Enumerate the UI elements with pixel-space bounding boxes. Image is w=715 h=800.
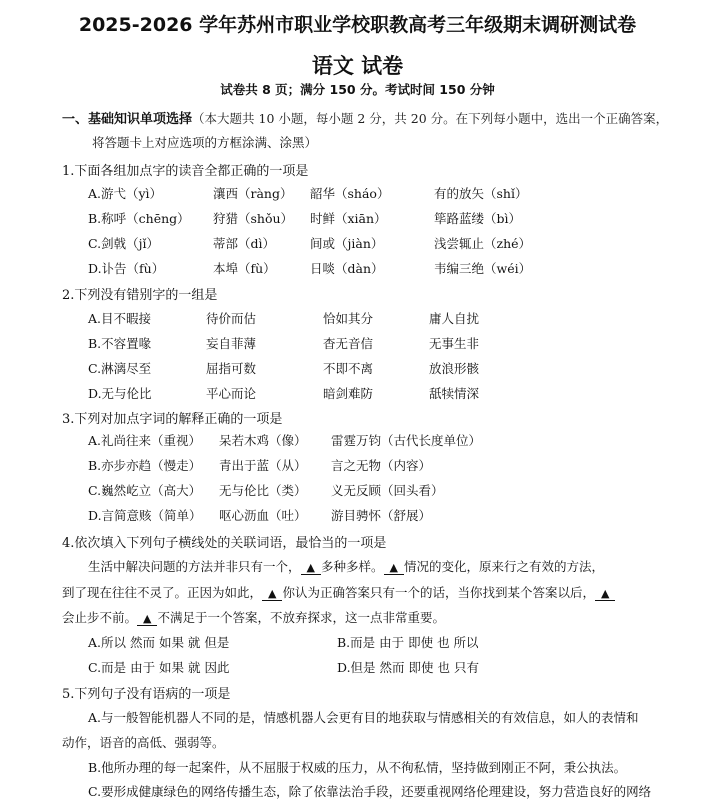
q2-c-2: 屈指可数 — [206, 361, 257, 376]
q3-d-2: 呕心沥血（吐） — [219, 508, 307, 523]
exam-info: 试卷共 8 页；满分 150 分。考试时间 150 分钟 — [220, 82, 495, 97]
q3-a-1: A.礼尚往来（重视） — [88, 433, 202, 448]
q1-d-1: D.讣告（fù） — [88, 261, 165, 276]
q1-b-2: 狩猎（shǒu） — [213, 211, 294, 226]
q1-a-1: A.游弋（yì） — [88, 186, 163, 201]
q5-stem: 5.下列句子没有语病的一项是 — [62, 687, 231, 702]
q2-c-4: 放浪形骸 — [429, 361, 480, 376]
q2-a-1: A.目不暇接 — [88, 311, 152, 326]
q2-b-3: 杳无音信 — [323, 336, 374, 351]
q2-b-2: 妄自菲薄 — [206, 336, 257, 351]
q3-a-2: 呆若木鸡（像） — [219, 433, 307, 448]
q4-passage-line3 — [62, 608, 445, 626]
q1-a-2: 瀼西（ràng） — [213, 186, 293, 201]
q3-b-2: 青出于蓝（从） — [219, 458, 307, 473]
blank-marker-1: ▲ — [301, 561, 321, 575]
q1-c-4: 浅尝辄止（zhé） — [434, 236, 532, 251]
q3-d-1: D.言简意赅（简单） — [88, 508, 202, 523]
q1-a-3: 韶华（sháo） — [310, 186, 390, 201]
blank-marker-3: ▲ — [262, 587, 282, 601]
q1-c-2: 蒂部（dì） — [213, 236, 275, 251]
blank-marker-5: ▲ — [137, 612, 157, 626]
section1-note1: （本大题共 10 小题，每小题 2 分，共 20 分。在下列每小题中，选出一个正确答案， — [192, 111, 669, 126]
q3-a-3: 雷霆万钧（古代长度单位） — [331, 433, 482, 448]
q2-b-1: B.不容置喙 — [88, 336, 152, 351]
q2-c-1: C.淋漓尽至 — [88, 361, 152, 376]
q2-stem: 2.下列没有错别字的一组是 — [62, 288, 218, 303]
q1-d-3: 日啖（dàn） — [310, 261, 384, 276]
q2-c-3: 不即不离 — [323, 361, 374, 376]
q3-d-3: 游目骋怀（舒展） — [331, 508, 432, 523]
q2-d-1: D.无与伦比 — [88, 386, 152, 401]
q4-p1c: 情况的变化，原来行之有效的方法， — [403, 559, 604, 574]
q3-b-1: B.亦步亦趋（慢走） — [88, 458, 202, 473]
q4-option-d: D.但是 然而 即使 也 只有 — [337, 660, 479, 675]
q3-stem: 3.下列对加点字词的解释正确的一项是 — [62, 412, 283, 427]
q5-option-b: B.他所办理的每一起案件，从不屈服于权威的压力，从不徇私情，坚持做到刚正不阿，秉公执法。 — [88, 760, 627, 775]
blank-marker-4: ▲ — [595, 587, 615, 601]
q2-d-4: 舐犊情深 — [429, 386, 480, 401]
q4-p2b: 你认为正确答案只有一个的话，当你找到某个答案以后， — [282, 585, 595, 600]
q3-c-2: 无与伦比（类） — [219, 483, 307, 498]
blank-marker-2: ▲ — [384, 561, 404, 575]
exam-subtitle: 语文 试卷 — [311, 54, 404, 78]
q1-a-4: 有的放矢（shǐ） — [434, 186, 528, 201]
q4-p3b: 不满足于一个答案，不放弃探求，这一点非常重要。 — [157, 610, 445, 625]
q4-option-b: B.而是 由于 即使 也 所以 — [337, 635, 479, 650]
q1-d-2: 本埠（fù） — [213, 261, 276, 276]
q5-option-c-line1: C.要形成健康绿色的网络传播生态，除了依靠法治手段，还要重视网络伦理建设，努力营造良好的网络 — [88, 784, 652, 799]
q4-p1a: 生活中解决问题的方法并非只有一个， — [88, 559, 301, 574]
section1-heading-line — [62, 108, 668, 127]
q1-d-4: 韦编三绝（wéi） — [434, 261, 532, 276]
exam-title: 2025-2026 学年苏州市职业学校职教高考三年级期末调研测试卷 — [78, 14, 637, 36]
q2-a-3: 恰如其分 — [323, 311, 374, 326]
q4-option-a: A.所以 然而 如果 就 但是 — [88, 635, 230, 650]
q5-option-a-line2: 动作，语音的高低、强弱等。 — [62, 735, 225, 750]
q2-d-3: 暗剑难防 — [323, 386, 374, 401]
q4-option-c: C.而是 由于 如果 就 因此 — [88, 660, 230, 675]
q4-p1b: 多种多样。 — [320, 559, 384, 574]
q2-a-4: 庸人自扰 — [429, 311, 480, 326]
q1-b-3: 时鲜（xiān） — [310, 211, 387, 226]
q3-c-3: 义无反顾（回头看） — [331, 483, 444, 498]
q1-c-1: C.剑戟（jǐ） — [88, 236, 159, 251]
q1-c-3: 间或（jiàn） — [310, 236, 384, 251]
q5-option-a-line1: A.与一般智能机器人不同的是，情感机器人会更有目的地获取与情感相关的有效信息，如人的表情和 — [88, 710, 639, 725]
q1-stem: 1.下面各组加点字的读音全都正确的一项是 — [62, 164, 309, 179]
q2-b-4: 无事生非 — [429, 336, 480, 351]
q3-b-3: 言之无物（内容） — [331, 458, 432, 473]
section1-note2: 将答题卡上对应选项的方框涂满、涂黑） — [92, 135, 318, 150]
q3-c-1: C.巍然屹立（高大） — [88, 483, 202, 498]
q2-a-2: 待价而估 — [206, 311, 257, 326]
q4-p3a: 会止步不前。 — [62, 610, 138, 625]
q4-passage-line1 — [88, 557, 604, 575]
q1-b-1: B.称呼（chēng） — [88, 211, 190, 226]
q4-p2a: 到了现在往往不灵了。正因为如此， — [62, 585, 263, 600]
section1-heading: 一、基础知识单项选择 — [62, 112, 193, 127]
q4-passage-line2 — [62, 583, 615, 601]
q4-stem: 4.依次填入下列句子横线处的关联词语，最恰当的一项是 — [62, 536, 387, 551]
q2-d-2: 平心而论 — [206, 386, 257, 401]
q1-b-4: 筚路蓝缕（bì） — [434, 211, 521, 226]
